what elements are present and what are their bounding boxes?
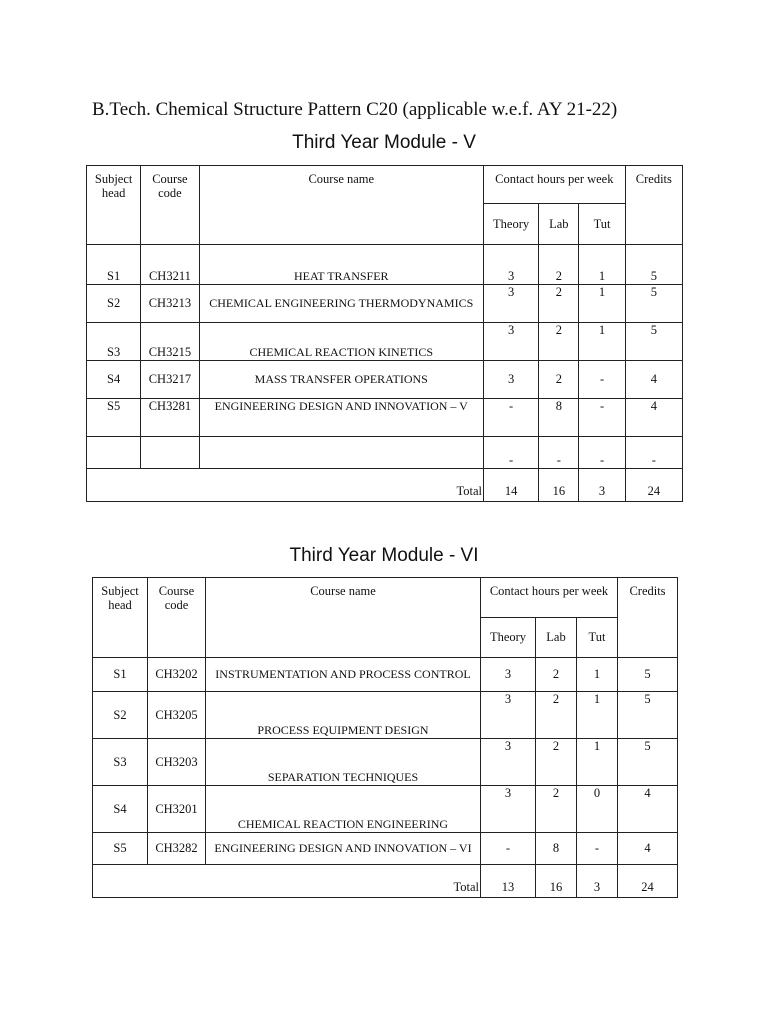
subject-cell: S2 (93, 692, 148, 739)
total-credits: 24 (618, 865, 678, 898)
header-subject-head: Subject head (93, 578, 148, 658)
course-name-cell: INSTRUMENTATION AND PROCESS CONTROL (206, 658, 481, 692)
course-name-cell: PROCESS EQUIPMENT DESIGN (206, 692, 481, 739)
course-code-cell: CH3281 (141, 399, 199, 437)
subject-cell: S5 (87, 399, 141, 437)
header-lab: Lab (539, 204, 579, 245)
subject-cell: S4 (87, 361, 141, 399)
total-theory: 13 (481, 865, 536, 898)
credits-cell: 5 (618, 658, 678, 692)
total-tut: 3 (577, 865, 618, 898)
header-course-code: Course code (148, 578, 206, 658)
header-theory: Theory (481, 618, 536, 658)
lab-hours-cell: 2 (539, 285, 579, 323)
document-title: B.Tech. Chemical Structure Pattern C20 (applicable w.e.f. AY 21-22) (92, 99, 618, 120)
lab-hours-cell: 8 (539, 399, 579, 437)
header-lab: Lab (536, 618, 577, 658)
course-row (93, 658, 678, 692)
course-code-cell: CH3211 (141, 245, 199, 285)
header-theory: Theory (483, 204, 538, 245)
subject-cell: S2 (87, 285, 141, 323)
course-code-cell: CH3205 (148, 692, 206, 739)
course-code-cell: CH3203 (148, 739, 206, 786)
course-name-cell: SEPARATION TECHNIQUES (206, 739, 481, 786)
course-name-cell: HEAT TRANSFER (199, 245, 483, 285)
credits-cell: 5 (625, 323, 682, 361)
tut-hours-cell: 1 (577, 692, 618, 739)
theory-hours-cell: 3 (483, 245, 538, 285)
total-lab: 16 (539, 469, 579, 502)
module-vi-rows (93, 658, 678, 865)
total-tut: 3 (579, 469, 625, 502)
tut-hours-cell: 1 (577, 658, 618, 692)
theory-hours-cell: 3 (481, 658, 536, 692)
course-name-cell: CHEMICAL REACTION ENGINEERING (206, 786, 481, 833)
total-label: Total (93, 865, 481, 898)
theory-hours-cell: 3 (481, 786, 536, 833)
header-course-code: Course code (141, 166, 199, 245)
theory-hours-cell: 3 (483, 285, 538, 323)
credits-cell: 5 (625, 245, 682, 285)
course-row (87, 323, 683, 361)
theory-hours-cell: 3 (481, 739, 536, 786)
credits-cell: 4 (625, 361, 682, 399)
subject-cell: S3 (93, 739, 148, 786)
credits-cell: 4 (625, 399, 682, 437)
credits-cell: 5 (625, 285, 682, 323)
module-v-rows (87, 245, 683, 469)
course-code-cell: CH3282 (148, 833, 206, 865)
tut-hours-cell: 1 (577, 739, 618, 786)
tut-hours-cell: 0 (577, 786, 618, 833)
module-vi-table (92, 577, 678, 898)
credits-cell: 5 (618, 692, 678, 739)
total-credits: 24 (625, 469, 682, 502)
course-row (87, 399, 683, 437)
header-tut: Tut (579, 204, 625, 245)
header-credits: Credits (625, 166, 682, 245)
total-lab: 16 (536, 865, 577, 898)
course-row (93, 833, 678, 865)
course-code-cell: CH3201 (148, 786, 206, 833)
course-name-cell: CHEMICAL REACTION KINETICS (199, 323, 483, 361)
module-vi-title: Third Year Module - VI (289, 545, 479, 566)
total-row (93, 865, 678, 898)
course-code-cell: CH3215 (141, 323, 199, 361)
course-name-cell: ENGINEERING DESIGN AND INNOVATION – V (199, 399, 483, 437)
lab-hours-cell: 2 (536, 692, 577, 739)
course-row (93, 692, 678, 739)
total-row (87, 469, 683, 502)
header-tut: Tut (577, 618, 618, 658)
theory-hours-cell: 3 (483, 323, 538, 361)
credits-cell: - (625, 437, 682, 469)
lab-hours-cell: 8 (536, 833, 577, 865)
theory-hours-cell: - (483, 399, 538, 437)
course-name-cell: CHEMICAL ENGINEERING THERMODYNAMICS (199, 285, 483, 323)
course-row (87, 437, 683, 469)
module-v-table (86, 165, 683, 502)
total-theory: 14 (483, 469, 538, 502)
module-v-title: Third Year Module - V (292, 132, 476, 153)
header-credits: Credits (618, 578, 678, 658)
subject-cell: S1 (87, 245, 141, 285)
course-row (93, 786, 678, 833)
tut-hours-cell: - (577, 833, 618, 865)
header-contact-hours: Contact hours per week (483, 166, 625, 204)
lab-hours-cell: 2 (536, 658, 577, 692)
course-row (87, 285, 683, 323)
header-subject-head: Subject head (87, 166, 141, 245)
course-name-cell (199, 437, 483, 469)
header-contact-hours: Contact hours per week (481, 578, 618, 618)
tut-hours-cell: 1 (579, 323, 625, 361)
total-label: Total (87, 469, 484, 502)
subject-cell: S3 (87, 323, 141, 361)
course-code-cell: CH3213 (141, 285, 199, 323)
course-row (93, 739, 678, 786)
header-course-name: Course name (206, 578, 481, 658)
tut-hours-cell: 1 (579, 285, 625, 323)
lab-hours-cell: 2 (536, 786, 577, 833)
lab-hours-cell: 2 (536, 739, 577, 786)
tut-hours-cell: - (579, 437, 625, 469)
course-name-cell: MASS TRANSFER OPERATIONS (199, 361, 483, 399)
theory-hours-cell: - (481, 833, 536, 865)
theory-hours-cell: 3 (483, 361, 538, 399)
course-code-cell (141, 437, 199, 469)
lab-hours-cell: 2 (539, 245, 579, 285)
course-row (87, 245, 683, 285)
tut-hours-cell: - (579, 361, 625, 399)
subject-cell: S4 (93, 786, 148, 833)
lab-hours-cell: 2 (539, 361, 579, 399)
tut-hours-cell: - (579, 399, 625, 437)
subject-cell: S5 (93, 833, 148, 865)
theory-hours-cell: 3 (481, 692, 536, 739)
header-course-name: Course name (199, 166, 483, 245)
tut-hours-cell: 1 (579, 245, 625, 285)
subject-cell: S1 (93, 658, 148, 692)
theory-hours-cell: - (483, 437, 538, 469)
credits-cell: 4 (618, 833, 678, 865)
course-code-cell: CH3217 (141, 361, 199, 399)
credits-cell: 4 (618, 786, 678, 833)
subject-cell (87, 437, 141, 469)
course-row (87, 361, 683, 399)
credits-cell: 5 (618, 739, 678, 786)
course-name-cell: ENGINEERING DESIGN AND INNOVATION – VI (206, 833, 481, 865)
lab-hours-cell: - (539, 437, 579, 469)
course-code-cell: CH3202 (148, 658, 206, 692)
lab-hours-cell: 2 (539, 323, 579, 361)
